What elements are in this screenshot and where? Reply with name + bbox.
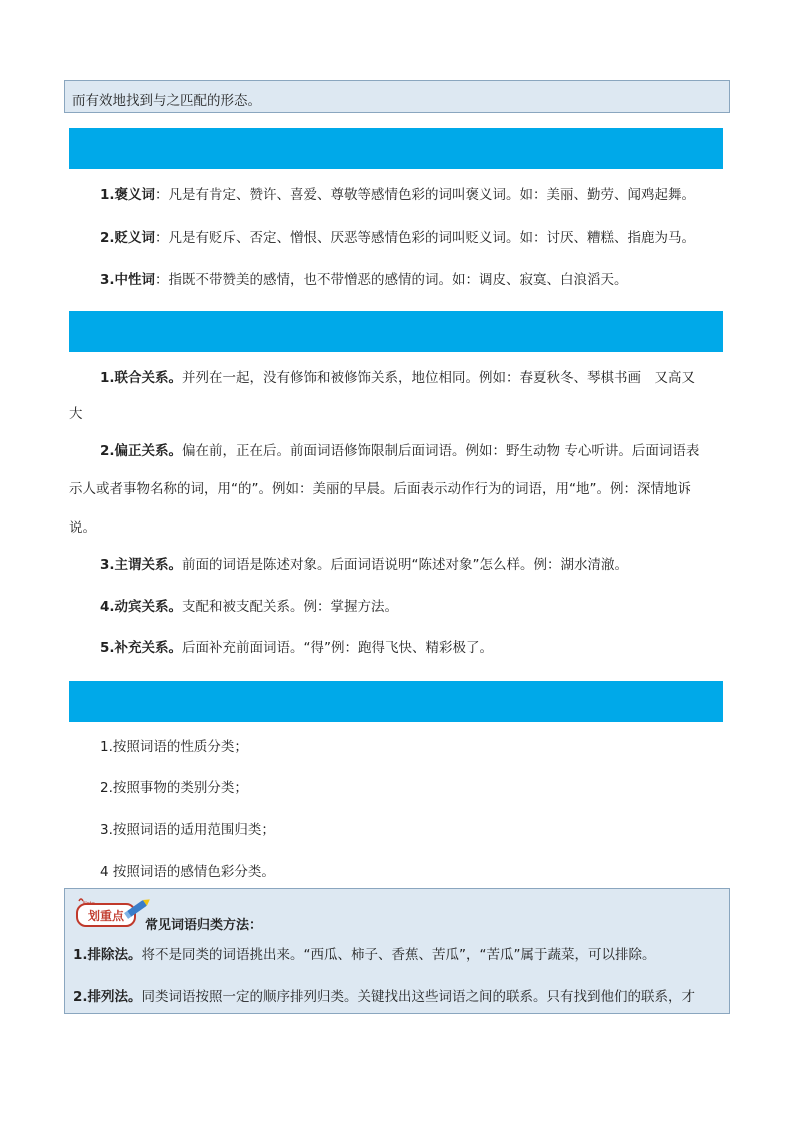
list-item: 3.中性词：指既不带赞美的感情，也不带憎恶的感情的词。如：调皮、寂寞、白浪滔天。 (100, 272, 628, 288)
list-item: 2.偏正关系。偏在前，正在后。前面词语修饰限制后面词语。例如：野生动物 专心听讲。后面词语表 (100, 443, 700, 459)
list-item: 2.贬义词：凡是有贬斥、否定、憎恨、厌恶等感情色彩的词叫贬义词。如：讨厌、糟糕、指鹿为马。 (100, 230, 696, 246)
list-item: 4 按照词语的感情色彩分类。 (100, 864, 275, 880)
section-header-band-1 (69, 128, 723, 169)
stamp-small-text: Note (83, 901, 95, 907)
continuation-text: 而有效地找到与之匹配的形态。 (72, 93, 261, 109)
list-item: 2.排列法。同类词语按照一定的顺序排列归类。关键找出这些词语之间的联系。只有找到他们的联系，才 (73, 989, 696, 1005)
section-header-band-3 (69, 681, 723, 722)
list-item: 3.主谓关系。前面的词语是陈述对象。后面词语说明“陈述对象”怎么样。例：湖水清澈。 (100, 557, 629, 573)
list-item-continued: 说。 (69, 520, 96, 536)
list-item: 3.按照词语的适用范围归类； (100, 822, 275, 838)
list-item: 1.联合关系。并列在一起，没有修饰和被修饰关系，地位相同。例如：春夏秋冬、琴棋书画 又高又 (100, 370, 696, 386)
continuation-box (64, 80, 730, 113)
key-points-box (64, 888, 730, 1014)
list-item: 1.按照词语的性质分类； (100, 739, 248, 755)
stamp-text: 划重点 (87, 909, 125, 923)
list-item: 2.按照事物的类别分类； (100, 780, 248, 796)
list-item-continued: 大 (69, 406, 83, 422)
section-header-band-2 (69, 311, 723, 352)
list-item: 1.排除法。将不是同类的词语挑出来。“西瓜、柿子、香蕉、苦瓜”，“苦瓜”属于蔬菜，可以排除。 (73, 947, 656, 963)
list-item: 1.褒义词：凡是有肯定、赞许、喜爱、尊敬等感情色彩的词叫褒义词。如：美丽、勤劳、闻鸡起舞。 (100, 187, 696, 203)
list-item: 5.补充关系。后面补充前面词语。“得”例：跑得飞快、精彩极了。 (100, 640, 494, 656)
key-points-stamp-icon (75, 895, 151, 927)
list-item: 4.动宾关系。支配和被支配关系。例：掌握方法。 (100, 599, 399, 615)
list-item-continued: 示人或者事物名称的词，用“的”。例如：美丽的早晨。后面表示动作行为的词语，用“地”。例：深情地诉 (69, 481, 691, 497)
key-points-title: 常见词语归类方法： (145, 918, 263, 933)
